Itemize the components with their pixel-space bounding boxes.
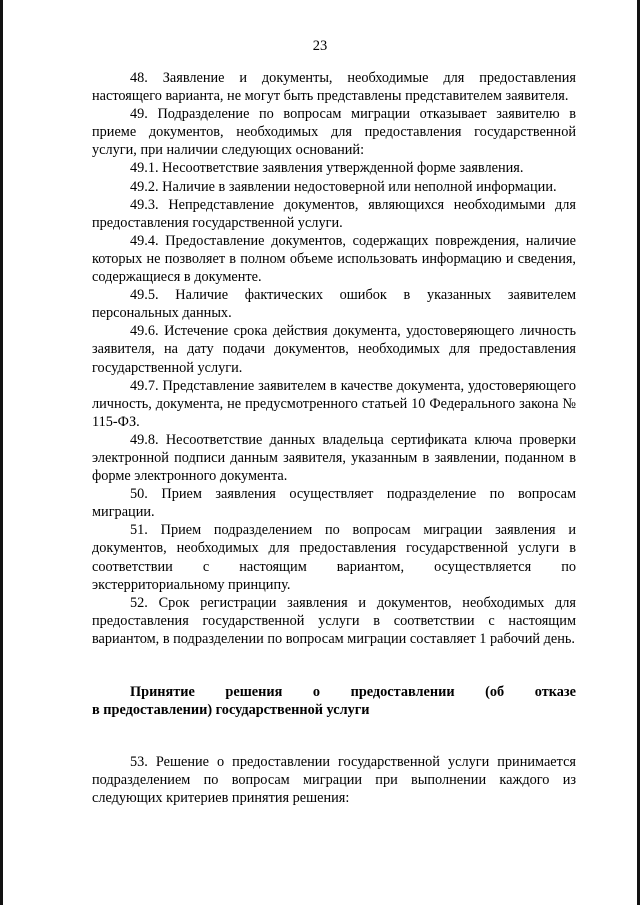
paragraph-51: 51. Прием подразделением по вопросам миграции заявления и документов, необходимых для предоставления государственной услуги в соответствии с настоящим вариантом, осуществляется по экстерриториальному принципу. — [92, 522, 576, 593]
document-body — [92, 69, 576, 807]
page-border-left — [0, 0, 3, 905]
paragraph-49: 49. Подразделение по вопросам миграции отказывает заявителю в приеме документов, необходимых для предоставления государственной услуги, при наличии следующих оснований: — [92, 106, 576, 159]
paragraph-49-2: 49.2. Наличие в заявлении недостоверной или неполной информации. — [130, 178, 557, 195]
paragraph-48: 48. Заявление и документы, необходимые для предоставления настоящего варианта, не могут быть представлены представителем заявителя. — [92, 70, 576, 105]
paragraph-49-7: 49.7. Представление заявителем в качестве документа, удостоверяющего личность, документа, не предусмотренного статьей 10 Федерального закона № 115-ФЗ. — [92, 377, 576, 430]
paragraph-49-1: 49.1. Несоответствие заявления утвержденной форме заявления. — [130, 160, 524, 177]
page-number: 23 — [312, 38, 328, 54]
paragraph-50: 50. Прием заявления осуществляет подразделение по вопросам миграции. — [92, 486, 576, 521]
paragraph-49-4: 49.4. Предоставление документов, содержащих повреждения, наличие которых не позволяет в полном объеме использовать информацию и сведения, содержащиеся в документе. — [92, 232, 576, 286]
section-heading-line-2: в предоставлении) государственной услуги — [92, 702, 370, 719]
paragraph-49-3: 49.3. Непредставление документов, являющихся необходимыми для предоставления государственной услуги. — [92, 196, 576, 231]
section-heading — [92, 683, 576, 719]
paragraph-53: 53. Решение о предоставлении государственной услуги принимается подразделением по вопросам миграции при выполнении каждого из следующих критериев принятия решения: — [92, 754, 576, 807]
paragraph-49-6: 49.6. Истечение срока действия документа, удостоверяющего личность заявителя, на дату подачи документов, необходимых для предоставления государственной услуги. — [92, 323, 576, 376]
paragraph-49-8: 49.8. Несоответствие данных владельца сертификата ключа проверки электронной подписи данным заявителя, указанным в заявлении, поданном в форме электронного документа. — [92, 431, 576, 485]
paragraph-52: 52. Срок регистрации заявления и документов, необходимых для предоставления государственной услуги в соответствии с настоящим вариантом, в подразделении по вопросам миграции составляет 1 рабочий день. — [92, 594, 576, 647]
section-heading-line-1: Принятие решения о предоставлении (об отказе — [130, 684, 576, 700]
paragraph-49-5: 49.5. Наличие фактических ошибок в указанных заявителем персональных данных. — [92, 287, 576, 322]
